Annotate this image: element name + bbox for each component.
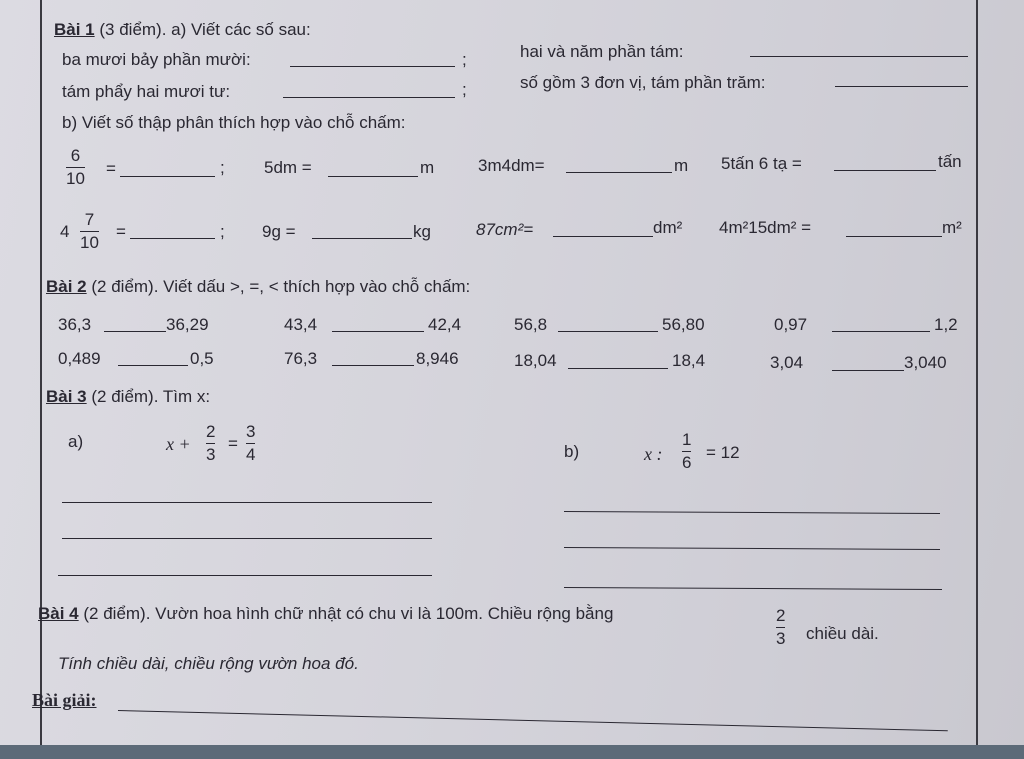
fraction-bar (206, 443, 215, 444)
compare-left: 3,04 (770, 353, 804, 372)
compare-right: 18,4 (672, 351, 706, 370)
compare-right: 36,29 (166, 315, 209, 334)
compare-right: 0,5 (190, 349, 214, 368)
unit-m2: m² (942, 218, 962, 237)
answer-blank[interactable] (290, 66, 455, 67)
compare-left: 76,3 (284, 349, 318, 368)
semicolon: ; (462, 50, 467, 69)
compare-right: 8,946 (416, 349, 459, 368)
answer-blank[interactable] (750, 56, 968, 57)
compare-left: 18,04 (514, 351, 557, 370)
fraction (66, 146, 85, 189)
compare-right: 1,2 (934, 315, 958, 334)
compare-blank[interactable] (568, 368, 668, 369)
paper-right-edge (976, 0, 978, 745)
answer-blank[interactable] (283, 97, 455, 98)
compare-blank[interactable] (118, 365, 188, 366)
answer-line[interactable] (62, 538, 432, 539)
bai3-heading (46, 387, 210, 407)
answer-blank[interactable] (846, 236, 942, 237)
label-5tan6ta: 5tấn 6 tạ = (721, 154, 802, 173)
compare-blank[interactable] (332, 365, 414, 366)
bai4-title: Bài 4 (38, 604, 79, 623)
part-a-label: a) (68, 432, 84, 451)
whole-number: 4 (60, 222, 70, 241)
bai4-points: (2 điểm). Vườn hoa hình chữ nhật có chu vi là 100m. Chiều rộng bằng (83, 604, 614, 623)
solution-label: Bài giải: (32, 690, 97, 710)
compare-blank[interactable] (332, 331, 424, 332)
numerator: 1 (682, 430, 692, 449)
label-9g: 9g = (262, 222, 296, 241)
unit-kg: kg (413, 222, 431, 241)
answer-blank[interactable] (120, 176, 215, 177)
answer-blank[interactable] (130, 238, 215, 239)
answer-blank[interactable] (566, 172, 672, 173)
bai1-a-item-3: tám phẩy hai mươi tư: (62, 82, 231, 101)
denominator: 4 (246, 445, 256, 464)
equals-sign: = (116, 222, 126, 241)
fraction (206, 422, 215, 465)
fraction-bar (80, 231, 99, 232)
denominator: 10 (66, 169, 85, 188)
compare-blank[interactable] (832, 331, 930, 332)
bai4-line2: Tính chiều dài, chiều rộng vườn hoa đó. (58, 654, 359, 673)
compare-left: 36,3 (58, 315, 92, 334)
compare-left: 0,97 (774, 315, 808, 334)
bai4-heading (38, 604, 613, 624)
answer-line[interactable] (58, 575, 432, 576)
bai3-points: (2 điểm). Tìm x: (91, 387, 211, 406)
bai1-a-item-1: ba mươi bảy phần mười: (62, 50, 251, 69)
compare-left: 43,4 (284, 315, 318, 334)
label-4m2-15dm2: 4m²15dm² = (719, 218, 812, 237)
compare-left: 56,8 (514, 315, 548, 334)
label-3m4dm: 3m4dm= (478, 156, 545, 175)
unit-m: m (420, 158, 435, 177)
bai1-points: (3 điểm). a) Viết các số sau: (99, 20, 311, 39)
unit-tan: tấn (938, 152, 962, 171)
fraction (246, 422, 255, 465)
fraction-bar (776, 627, 785, 628)
semicolon: ; (462, 80, 467, 99)
denominator: 10 (80, 233, 99, 252)
denominator: 6 (682, 453, 692, 472)
fraction (776, 606, 785, 649)
fraction-bar (66, 167, 85, 168)
fraction-bar (682, 451, 691, 452)
part-b-label: b) (564, 442, 580, 461)
bai1-a-item-2: hai và năm phần tám: (520, 42, 684, 61)
bai1-title: Bài 1 (54, 20, 95, 39)
unit-dm2: dm² (653, 218, 683, 237)
numerator: 7 (84, 210, 95, 229)
fraction-bar (246, 443, 255, 444)
unit-m: m (674, 156, 689, 175)
numerator: 2 (206, 422, 216, 441)
answer-blank[interactable] (328, 176, 418, 177)
variable-x: x : (644, 444, 663, 464)
variable-x: x + (166, 434, 191, 454)
label-5dm: 5dm = (264, 158, 312, 177)
compare-blank[interactable] (832, 370, 904, 371)
answer-line[interactable] (62, 502, 432, 503)
bottom-strip (0, 745, 1024, 759)
answer-blank[interactable] (835, 86, 968, 87)
compare-blank[interactable] (558, 331, 658, 332)
equals-sign: = (228, 434, 238, 453)
bai1-b-title: b) Viết số thập phân thích hợp vào chỗ chấm: (62, 113, 406, 132)
compare-blank[interactable] (104, 331, 166, 332)
bai2-points: (2 điểm). Viết dấu >, =, < thích hợp vào chỗ chấm: (91, 277, 471, 296)
fraction (682, 430, 691, 473)
answer-blank[interactable] (553, 236, 653, 237)
semicolon: ; (220, 158, 225, 177)
fraction (80, 210, 99, 253)
bai2-title: Bài 2 (46, 277, 87, 296)
compare-right: 42,4 (428, 315, 462, 334)
denominator: 3 (206, 445, 216, 464)
numerator: 6 (70, 146, 81, 165)
numerator: 2 (776, 606, 786, 625)
label-87cm2: 87cm²= (476, 220, 534, 239)
equals-sign: = (106, 159, 116, 178)
answer-blank[interactable] (312, 238, 412, 239)
paper-left-edge (40, 0, 42, 745)
denominator: 3 (776, 629, 786, 648)
compare-right: 56,80 (662, 315, 705, 334)
bai1-heading (54, 20, 311, 40)
bai3-title: Bài 3 (46, 387, 87, 406)
numerator: 3 (246, 422, 256, 441)
bai2-heading (46, 277, 470, 297)
rhs-value: = 12 (706, 443, 740, 462)
compare-right: 3,040 (904, 353, 947, 372)
bai4-tail: chiều dài. (806, 624, 879, 643)
compare-left: 0,489 (58, 349, 101, 368)
bai1-a-item-4: số gồm 3 đơn vị, tám phần trăm: (520, 73, 766, 92)
semicolon: ; (220, 222, 225, 241)
answer-blank[interactable] (834, 170, 936, 171)
